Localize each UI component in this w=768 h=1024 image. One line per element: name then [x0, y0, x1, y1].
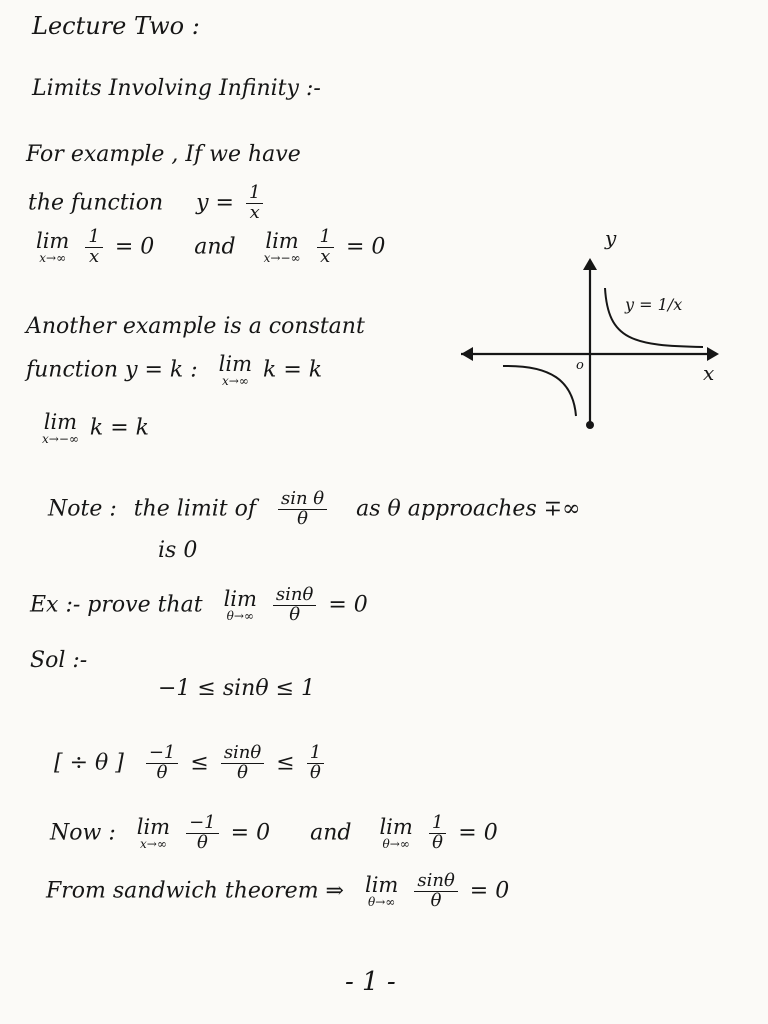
note-suffix: as θ approaches ∓∞ — [356, 496, 581, 522]
limit-1-numerator: 1 — [85, 228, 102, 248]
exercise-denominator: θ — [289, 603, 301, 625]
limit-2-numerator: 1 — [317, 228, 334, 248]
sandwich-prefix: From sandwich theorem ⇒ — [46, 878, 344, 904]
limit-2-rhs: = 0 — [345, 234, 386, 260]
now-limit-1-sub: x→∞ — [140, 836, 167, 851]
exercise-rhs: = 0 — [328, 592, 368, 618]
example2-line2 — [26, 354, 322, 387]
page-number: - 1 - — [345, 967, 396, 997]
now-prefix: Now : — [50, 820, 116, 846]
example2-limit-2 — [42, 412, 79, 445]
curve-label: y = 1/x — [625, 295, 683, 314]
sandwich-rhs: = 0 — [469, 878, 510, 904]
sandwich-denominator: θ — [430, 889, 442, 911]
exercise-limit — [223, 586, 257, 623]
example2-limit-1-body: k = k — [263, 357, 323, 383]
limit-2-denominator: x — [320, 245, 331, 267]
example2-limit-1-sub: x→∞ — [221, 374, 249, 388]
limit-1-sub: x→∞ — [39, 250, 67, 265]
divide-fraction-2-numerator: sinθ — [221, 744, 264, 764]
now-limit-2-word: lim — [379, 814, 413, 839]
function-numerator: 1 — [246, 184, 263, 204]
solution-label: Sol :- — [30, 648, 88, 673]
note-fraction — [278, 490, 327, 529]
example1-line1: For example , If we have — [26, 142, 301, 167]
exercise-prefix: Ex :- prove that — [30, 592, 203, 618]
now-rhs-2: = 0 — [458, 820, 498, 846]
exercise-numerator: sinθ — [273, 586, 316, 606]
function-denominator: x — [249, 201, 260, 223]
now-limit-2-sub: θ→∞ — [382, 836, 410, 851]
divide-fraction-1-denominator: θ — [156, 761, 168, 783]
example1-limits — [32, 228, 385, 267]
now-fraction-1-numerator: −1 — [186, 814, 219, 834]
note-line2: is 0 — [158, 538, 198, 563]
note-numerator: sin θ — [278, 490, 327, 510]
example1-and: and — [194, 234, 236, 260]
example2-line3 — [38, 412, 149, 445]
sandwich-limit — [365, 872, 399, 909]
note-prefix: Note : — [48, 496, 117, 522]
now-fraction-2 — [429, 814, 446, 853]
divide-fraction-1-numerator: −1 — [146, 744, 179, 764]
limit-1-fraction — [85, 228, 102, 267]
solution-sandwich-line — [46, 872, 509, 911]
section-heading: Limits Involving Infinity :- — [32, 76, 321, 101]
sandwich-limit-sub: θ→∞ — [368, 894, 396, 909]
x-axis-label: x — [703, 361, 715, 385]
sandwich-limit-word: lim — [365, 872, 399, 897]
leq-sign-2: ≤ — [276, 750, 295, 776]
now-fraction-1 — [186, 814, 219, 853]
now-limit-2 — [379, 814, 413, 851]
divide-fraction-2-denominator: θ — [237, 761, 248, 783]
note-text: the limit of — [133, 496, 256, 522]
divide-fraction-1 — [146, 744, 179, 783]
divide-fraction-3-denominator: θ — [309, 761, 321, 783]
now-fraction-1-denominator: θ — [196, 831, 208, 853]
now-fraction-2-denominator: θ — [432, 831, 443, 853]
y-axis-end-dot — [586, 421, 594, 429]
exercise-line — [30, 586, 368, 625]
sandwich-fraction — [414, 872, 457, 911]
y-axis-arrow-up — [583, 258, 597, 270]
now-limit-1 — [136, 814, 171, 851]
hyperbola-graph — [455, 228, 725, 438]
example1-prefix: the function — [28, 190, 164, 216]
limit-2-fraction — [317, 228, 334, 267]
note-denominator: θ — [297, 507, 308, 529]
now-fraction-2-numerator: 1 — [429, 814, 446, 834]
limit-1-word: lim — [36, 228, 70, 253]
divide-fraction-2 — [221, 744, 264, 783]
example2-limit-2-sub: x→−∞ — [42, 432, 79, 446]
lecture-title: Lecture Two : — [32, 12, 200, 40]
y-axis-label: y — [605, 228, 617, 250]
divide-fraction-3 — [307, 744, 324, 783]
example1-line2 — [28, 184, 268, 223]
leq-sign-1: ≤ — [190, 750, 209, 776]
exercise-fraction — [273, 586, 316, 625]
sandwich-numerator: sinθ — [414, 872, 457, 892]
exercise-limit-sub: θ→∞ — [226, 608, 254, 623]
solution-inequality: −1 ≤ sinθ ≤ 1 — [158, 676, 316, 701]
example2-limit-1 — [219, 354, 252, 387]
x-axis-arrow-left — [461, 347, 473, 361]
example2-limit-2-word: lim — [43, 410, 78, 434]
limit-1-denominator: x — [89, 245, 100, 267]
now-and: and — [310, 820, 352, 846]
example2-prefix: function y = k : — [26, 357, 198, 383]
hyperbola-branch-negative — [503, 366, 576, 416]
example2-limit-1-word: lim — [218, 352, 253, 376]
limit-1 — [36, 228, 70, 265]
now-rhs-1: = 0 — [230, 820, 271, 846]
limit-2-word: lim — [265, 228, 299, 253]
example2-limit-2-body: k = k — [89, 415, 149, 441]
function-fraction — [246, 184, 263, 223]
exercise-limit-word: lim — [223, 586, 257, 611]
limit-1-rhs: = 0 — [114, 234, 155, 260]
note-line1 — [48, 490, 581, 529]
solution-now-line — [50, 814, 498, 853]
function-lhs: y = — [196, 190, 234, 216]
origin-label: o — [576, 358, 584, 373]
limit-2-sub: x→−∞ — [263, 250, 301, 265]
divide-bracket: [ ÷ θ ] — [54, 750, 124, 776]
now-limit-1-word: lim — [136, 814, 171, 839]
limit-2 — [263, 228, 301, 265]
x-axis-arrow-right — [707, 347, 719, 361]
divide-fraction-3-numerator: 1 — [307, 744, 324, 764]
solution-divide-line — [54, 744, 329, 783]
example2-line1: Another example is a constant — [26, 314, 365, 339]
